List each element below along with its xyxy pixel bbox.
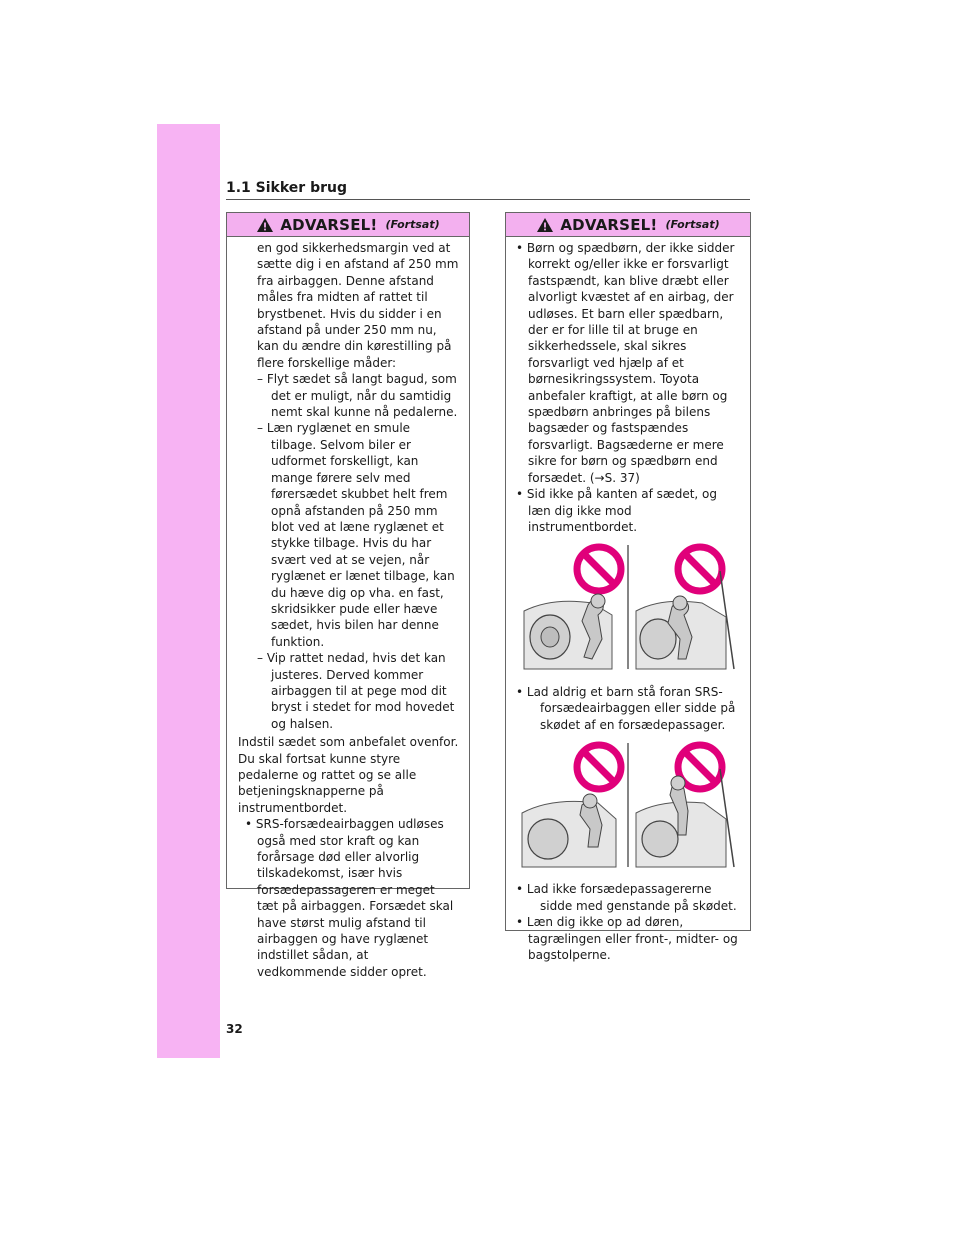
bullet-item: • Læn dig ikke op ad døren, tagrælingen eller front-, midter- og bagstolperne. [516, 915, 738, 962]
paragraph: en god sikkerhedsmargin ved at sætte dig i en afstand af 250 mm fra airbaggen. Denne afstand måles fra midten af rattet til brystbenet. Hvis du sidder i en afstand på under 250 mm nu, kan du ændre din kørestilling på flere forskellige måder: [257, 241, 459, 370]
warning-continued: (Fortsat) [385, 218, 440, 231]
warning-triangle-icon [536, 217, 554, 233]
warning-title: ADVARSEL! [280, 215, 378, 234]
paragraph: Indstil sædet som anbefalet ovenfor. Du skal fortsat kunne styre pedalerne og rattet og se alle betjeningsknapperne på instrumentbordet. [238, 735, 459, 815]
warning-body [227, 237, 469, 988]
bullet-item: • Lad aldrig et barn stå foran SRS-forsædeairbaggen eller sidde på skødet af en forsædepassager. [516, 684, 736, 732]
section-divider [226, 199, 750, 200]
prohibition-icon [678, 547, 722, 591]
warning-body [506, 237, 750, 971]
bullet-item: • Sid ikke på kanten af sædet, og læn dig ikke mod instrumentbordet. [516, 487, 717, 534]
warning-box-left [226, 212, 470, 979]
illustration-child-airbag [512, 739, 744, 875]
prohibition-icon [577, 745, 621, 789]
warning-header [506, 213, 750, 237]
warning-box-right [505, 212, 751, 962]
dash-item: – Vip rattet nedad, hvis det kan justeres. Derved kommer airbaggen til at pege mod dit bryst i stedet for mod hovedet og halsen. [257, 651, 455, 731]
prohibition-icon [577, 547, 621, 591]
warning-triangle-icon [256, 217, 274, 233]
bullet-item: • Lad ikke forsædepassagererne sidde med genstande på skødet. [516, 882, 737, 913]
warning-header [227, 213, 469, 237]
dash-item: – Flyt sædet så langt bagud, som det er muligt, når du samtidig nemt skal kunne nå pedalerne. [257, 372, 458, 420]
dash-item: – Læn ryglænet en smule tilbage. Selvom biler er udformet forskelligt, kan mange førere selv med førersædet skubbet helt frem opnå afstanden på 250 mm blot ved at læne ryglænet et stykke tilbage. Hvis du har svært ved at se vejen, når ryglænet er lænet tilbage, kan du hæve dig op vha. en fast, skridsikker pude eller hæve sædet, hvis bilen har denne funktion. [257, 421, 455, 649]
warning-title: ADVARSEL! [560, 215, 658, 234]
chapter-side-tab [157, 124, 220, 1058]
page-number: 32 [226, 1022, 243, 1036]
warning-continued: (Fortsat) [665, 218, 720, 231]
illustration-leaning-forward [512, 541, 744, 677]
section-title: 1.1 Sikker brug [226, 180, 347, 196]
bullet-item: • SRS-forsædeairbaggen udløses også med stor kraft og kan forårsage død eller alvorlig tilskadekomst, især hvis forsædepassageren er meget tæt på airbaggen. Forsædet skal have størst mulig afstand til airbaggen og have ryglænet indstillet sådan, at vedkommende sidder opret. [245, 817, 454, 979]
bullet-item: • Børn og spædbørn, der ikke sidder korrekt og/eller ikke er forsvarligt fastspændt, kan blive dræbt eller alvorligt kvæstet af en airbag, der udløses. Et barn eller spædbarn, der er for lille til at bruge en sikkerhedssele, skal sikres forsvarligt ved hjælp af et børnesikringssystem. Toyota anbefaler kraftigt, at alle børn og spædbørn anbringes på bilens bagsæder og fastspændes forsvarligt. Bagsæderne er mere sikre for børn og spædbørn end forsædet. (→S. 37) [516, 241, 735, 485]
